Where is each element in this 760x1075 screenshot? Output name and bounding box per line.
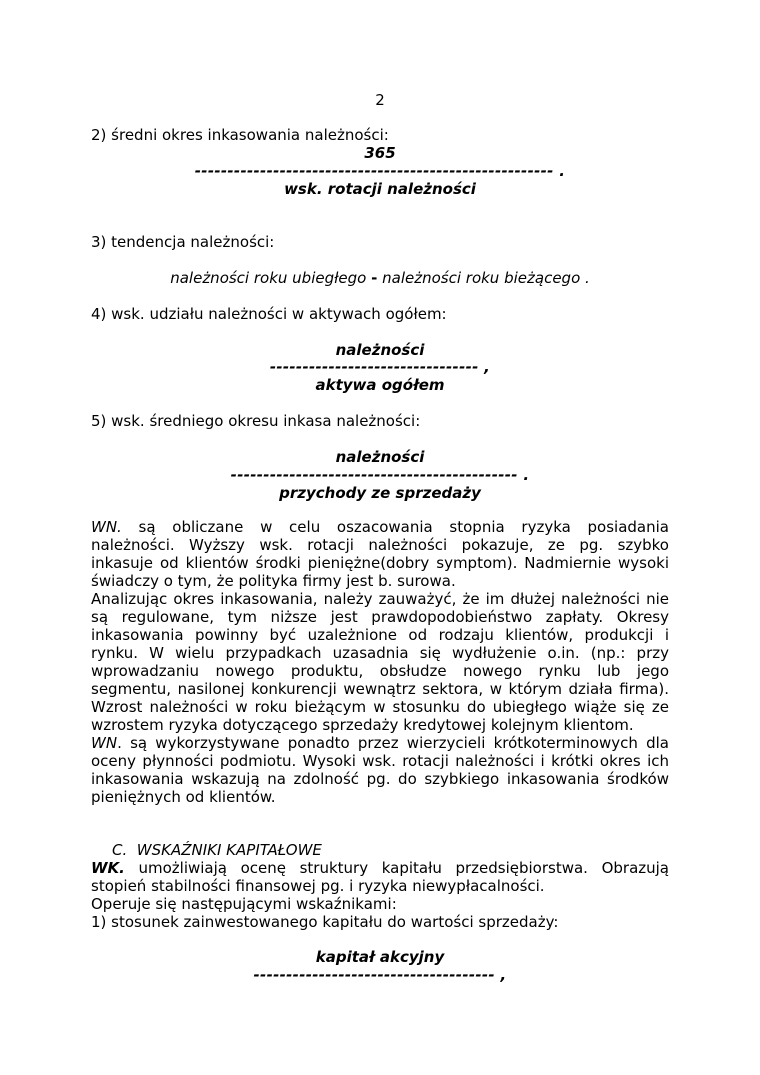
paragraph-text: inkasowania powinny być uzależnione od rodzaju klientów, produkcji i [91, 626, 669, 644]
paragraph-line [91, 877, 545, 895]
paragraph-text: są obliczane w celu oszacowania stopnia ryzyka posiadania [121, 518, 669, 536]
paragraph-text: Operuje się następującymi wskaźnikami: [91, 895, 397, 913]
paragraph-line [91, 626, 669, 644]
item2-label: 2) średni okres inkasowania należności: [91, 126, 389, 144]
paragraph-text: są regulowane, tym niższe jest prawdopodobieństwo zapłaty. Okresy [91, 608, 669, 626]
item3-formula-op: - [371, 269, 378, 287]
item2-denominator: wsk. rotacji należności [284, 180, 476, 198]
paragraph-text: segmentu, nasilonej konkurencji wewnątrz sektora, w którym działa firma). [91, 680, 669, 698]
paragraph-text: inkasuje od klientów środki pieniężne(dobry symptom). Nadmiernie wysoki [91, 554, 669, 572]
paragraph-text: inkasowania wskazują na zdolność pg. do szybkiego inkasowania środków [91, 770, 669, 788]
paragraph-line [91, 788, 276, 806]
paragraph-line [91, 734, 669, 752]
item4-numerator: należności [335, 341, 425, 359]
paragraph-line [91, 536, 669, 554]
item3-label: 3) tendencja należności: [91, 233, 275, 251]
paragraph-text: należności. Wyższy wsk. rotacji należności pokazuje, ze pg. szybko [91, 536, 669, 554]
paragraph-line [91, 572, 456, 590]
paragraph-text: rynku. W wielu przypadkach uzasadnia się wydłużenie o.in. (np.: przy [91, 644, 669, 662]
paragraph-text: stopień stabilności finansowej pg. i ryzyka niewypłacalności. [91, 877, 545, 895]
paragraph-lead: WK. [91, 859, 125, 877]
item5-label: 5) wsk. średniego okresu inkasa należności: [91, 412, 421, 430]
paragraph-text: Wzrost należności w roku bieżącym w stosunku do ubiegłego wiąże się ze [91, 698, 669, 716]
paragraph-line [91, 698, 669, 716]
item2-fraction-line: ------------------------------------------------------- . [194, 162, 566, 180]
section-c-item1-fraction-line: ------------------------------------- , [253, 966, 507, 984]
paragraph-text: umożliwiają ocenę struktury kapitału przedsiębiorstwa. Obrazują [124, 859, 669, 877]
paragraph-text: . są wykorzystywane ponadto przez wierzycieli krótkoterminowych dla [117, 734, 669, 752]
paragraph-line [91, 895, 397, 913]
paragraph-line [91, 608, 669, 626]
item2-numerator: 365 [364, 144, 396, 162]
paragraph-line [91, 644, 669, 662]
item3-formula [0, 269, 760, 287]
section-c-item1-numerator: kapitał akcyjny [315, 948, 445, 966]
item3-formula-b: należności roku bieżącego . [377, 269, 590, 287]
paragraph-line [91, 859, 669, 877]
item5-numerator: należności [335, 448, 425, 466]
paragraph-text: oceny płynności podmiotu. Wysoki wsk. rotacji należności i krótki okres ich [91, 752, 669, 770]
paragraph-line [91, 680, 669, 698]
section-c-heading: C. WSKAŹNIKI KAPITAŁOWE [112, 841, 322, 859]
paragraph-text: wzrostem ryzyka dotyczącego sprzedaży kredytowej kolejnym klientom. [91, 716, 634, 734]
item5-denominator: przychody ze sprzedaży [279, 484, 481, 502]
paragraph-text: Analizując okres inkasowania, należy zauważyć, że im dłużej należności nie [91, 590, 669, 608]
paragraph-text: wprowadzaniu nowego produktu, obsłudze nowego rynku lub jego [91, 662, 669, 680]
item4-fraction-line: -------------------------------- , [269, 358, 491, 376]
paragraph-lead: WN [91, 734, 118, 752]
paragraph-line [91, 590, 669, 608]
item3-formula-a: należności roku ubiegłego [170, 269, 372, 287]
paragraph-line [91, 716, 634, 734]
paragraph-lead: WN. [91, 518, 122, 536]
paragraph-text: świadczy o tym, że polityka firmy jest b. surowa. [91, 572, 456, 590]
paragraph-line [91, 662, 669, 680]
paragraph-text: pieniężnych od klientów. [91, 788, 276, 806]
paragraph-line [91, 752, 669, 770]
item5-fraction-line: -------------------------------------------- . [230, 466, 530, 484]
page-number: 2 [375, 91, 385, 109]
paragraph-line [91, 554, 669, 572]
section-c-item1-label: 1) stosunek zainwestowanego kapitału do wartości sprzedaży: [91, 913, 559, 931]
item4-denominator: aktywa ogółem [315, 376, 445, 394]
item4-label: 4) wsk. udziału należności w aktywach ogółem: [91, 305, 447, 323]
paragraph-line [91, 770, 669, 788]
paragraph-line [91, 518, 669, 536]
